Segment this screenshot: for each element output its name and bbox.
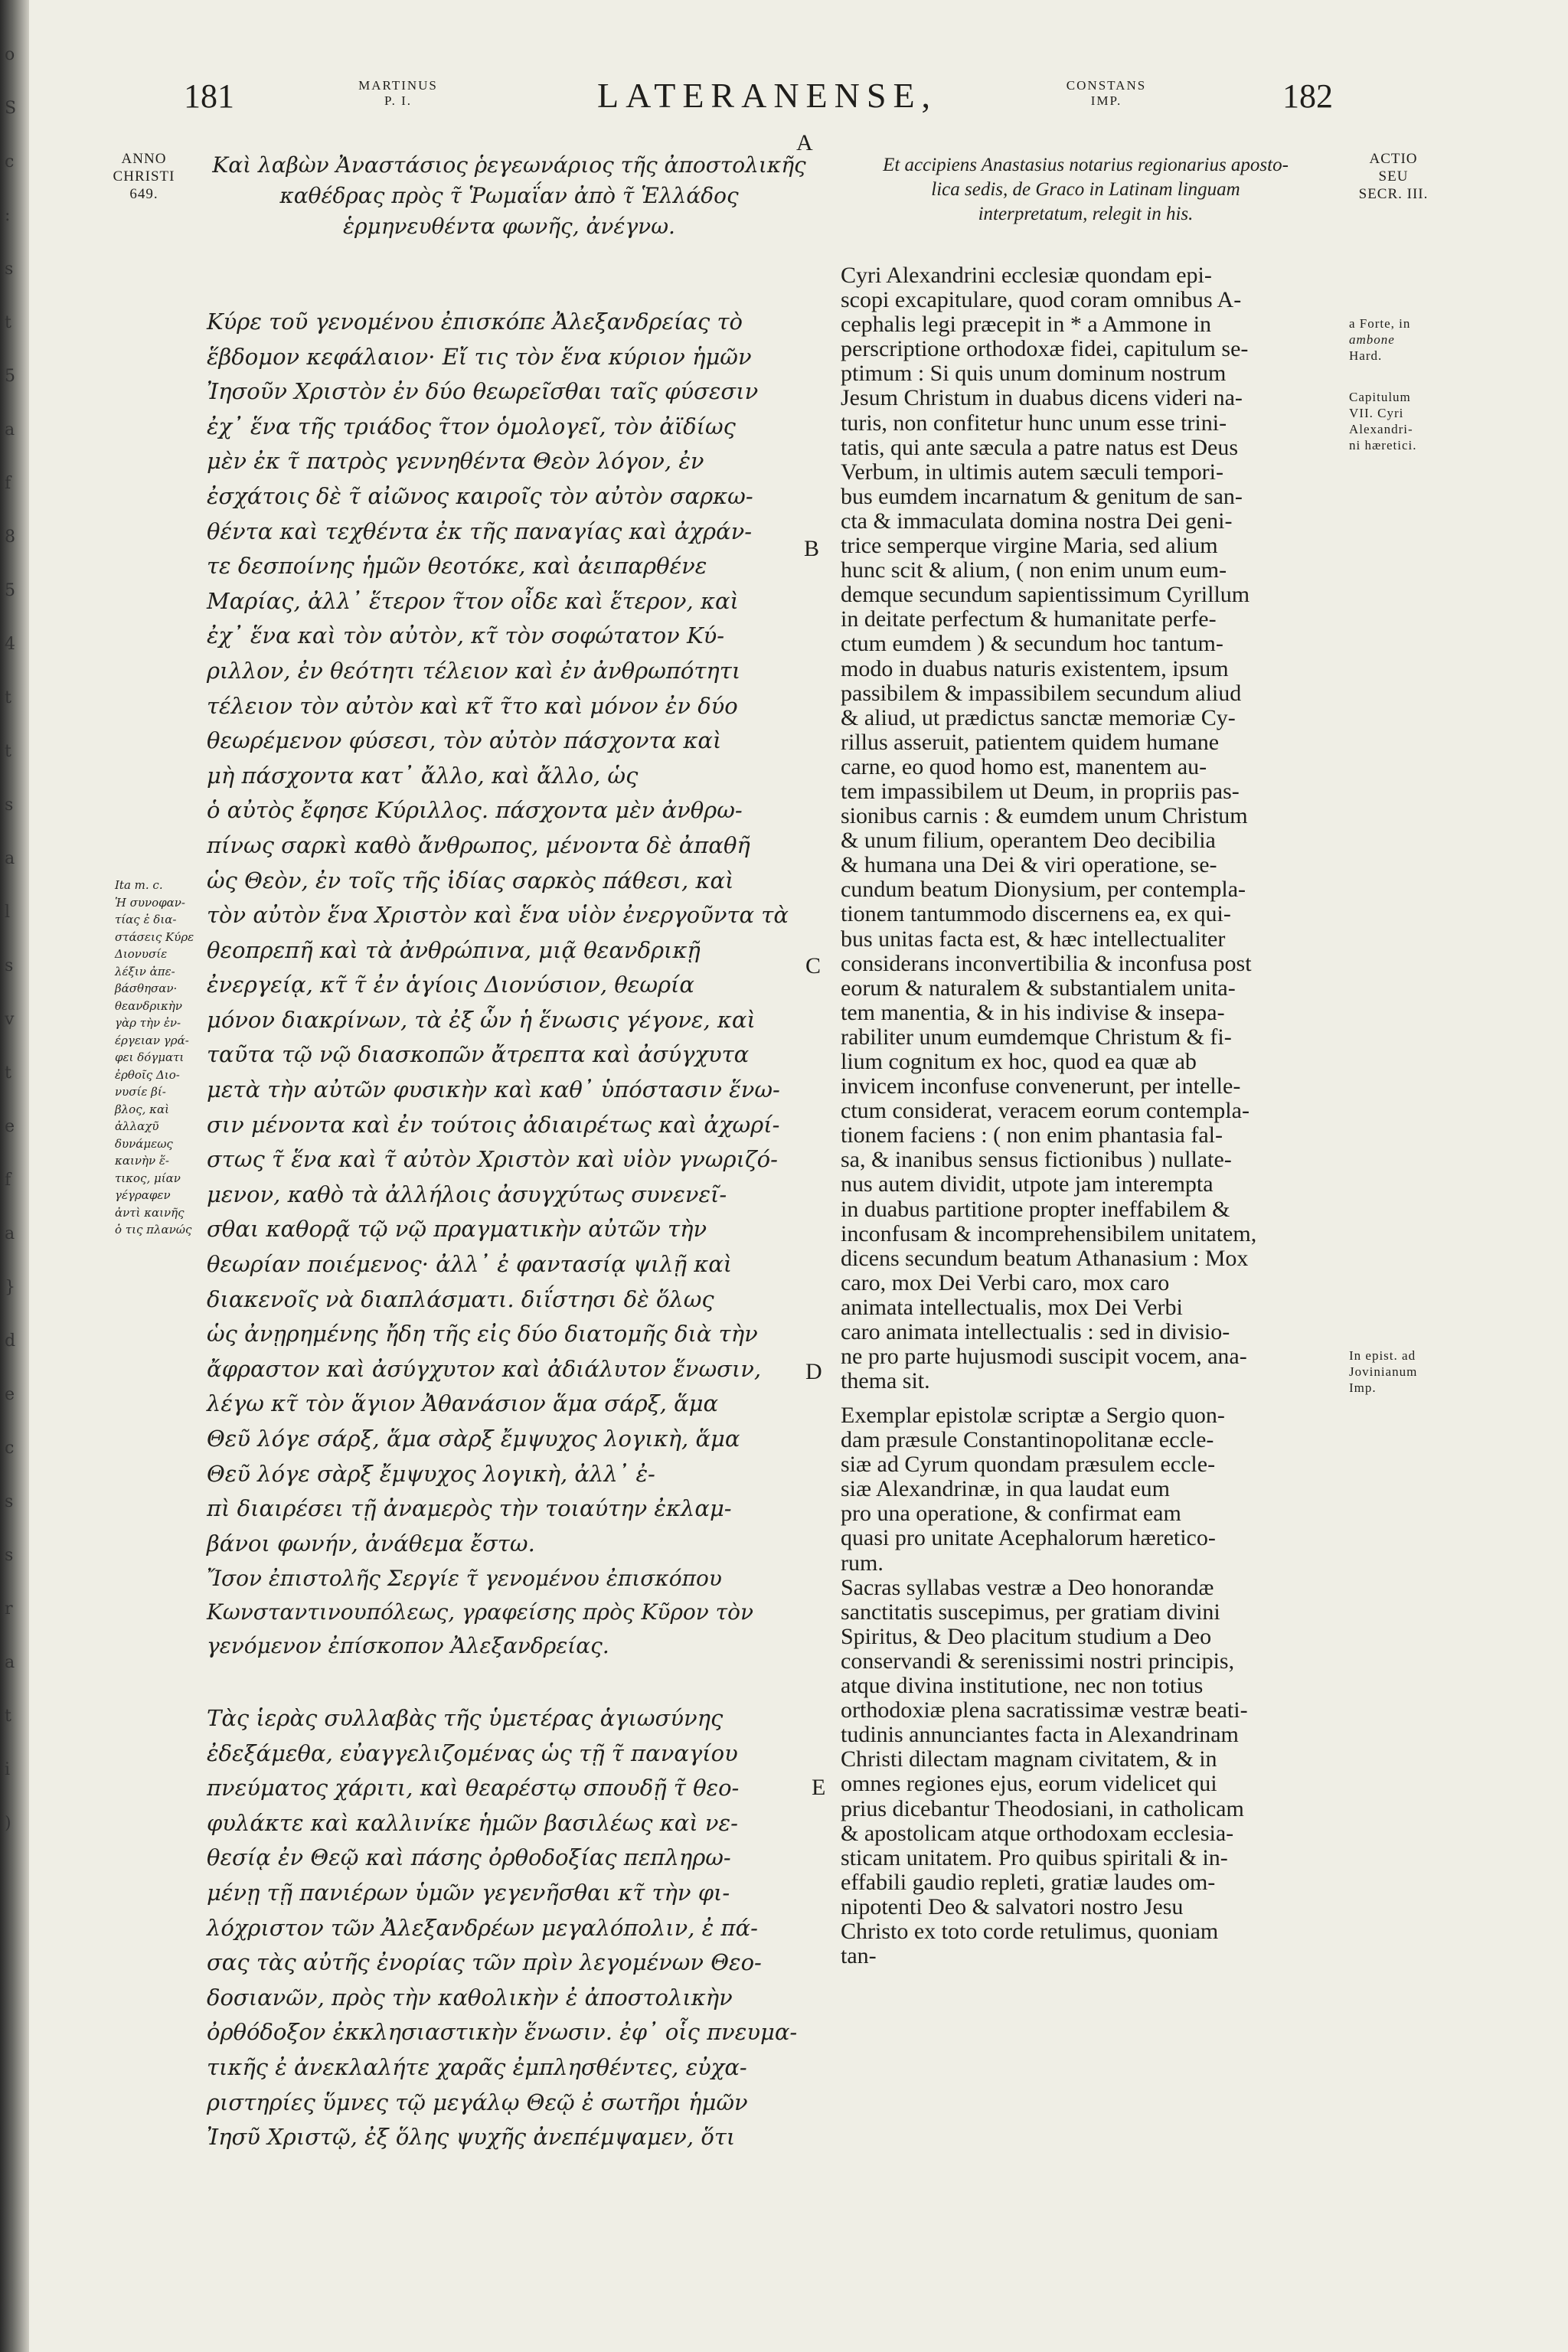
edge-mark: 5	[5, 581, 15, 600]
actio-note	[1344, 150, 1443, 203]
greek-text-line: φυλάκτε καὶ καλλινίκε ἡμῶν βασιλέως καὶ νε-	[207, 1809, 738, 1836]
latin-text-line: tionem faciens : ( non enim phantasia fal-	[841, 1122, 1223, 1148]
anno-line: CHRISTI	[113, 168, 175, 185]
greek-text-line: βάνοι φωνήν, ἀνάθεμα ἔστω.	[207, 1530, 535, 1557]
section-letter-c: C	[805, 953, 822, 978]
edge-mark: a	[5, 849, 15, 868]
latin-text-line: conservandi & serenissimi nostri principis,	[841, 1648, 1235, 1674]
latin-text-line: atque divina institutione, nec non totius	[841, 1673, 1204, 1699]
edge-mark: a	[5, 1653, 15, 1672]
edge-mark: t	[5, 1063, 11, 1083]
latin-text-line: sticam unitatem. Pro quibus spiritali & in-	[841, 1844, 1228, 1870]
latin-text-line: dicens secundum beatum Athanasium : Mox	[841, 1245, 1249, 1271]
latin-heading-line: interpretatum, relegit in his.	[978, 204, 1194, 224]
actio-line: SEU	[1378, 168, 1409, 185]
greek-heading-line: καθέδρας πρὸς τ̃ Ῥωμαΐαν ἀπὸ τ̃ Ἑλλάδος	[279, 183, 739, 208]
latin-text-line: sanctitatis suscepimus, per gratiam divini	[841, 1599, 1220, 1625]
greek-text-line: Μαρίας, ἀλλ᾽ ἕτερον τ̃τον οἶδε καὶ ἕτερον, καὶ	[207, 587, 739, 614]
latin-text-line: & apostolicam atque orthodoxam ecclesia-	[841, 1820, 1234, 1846]
greek-heading-line: γενόμενον ἐπίσκοπον Ἀλεξανδρείας.	[207, 1633, 609, 1658]
greek-heading	[207, 150, 812, 242]
latin-heading-line: Et accipiens Anastasius notarius regionarius aposto-	[883, 155, 1289, 175]
edge-mark: e	[5, 1385, 15, 1404]
actio-line: SECR. III.	[1358, 186, 1429, 202]
latin-text-line: effabili gaudio repleti, gratiæ laudes om-	[841, 1869, 1216, 1895]
greek-gloss-line: ὁ τις πλανώς	[115, 1223, 192, 1236]
greek-gloss-line: έργειαν γρά-	[115, 1033, 189, 1047]
greek-text-line: Θεῦ λόγε σάρξ, ἅμα σὰρξ ἔμψυχος λογικὴ, ἅμα	[207, 1426, 740, 1452]
greek-gloss-line: Ἡ συνοφαν-	[115, 895, 185, 910]
greek-text-line: λόχριστον τῶν Ἀλεξανδρέων μεγαλόπολιν, ἐ πά-	[207, 1914, 758, 1941]
greek-text-line: ριστηρίες ὕμνες τῷ μεγάλῳ Θεῷ ἐ σωτῆρι ἡμῶν	[207, 2089, 748, 2115]
edge-mark: t	[5, 742, 11, 761]
greek-gloss-line: τίας ἐ δια-	[115, 913, 177, 926]
latin-text-line: ctum considerat, veracem eorum contempla-	[841, 1098, 1250, 1124]
greek-text-line: ὡς Θεὸν, ἐν τοῖς τῆς ἰδίας σαρκὸς πάθεσι, καὶ	[207, 867, 734, 893]
latin-text-line: caro animata intellectualis : sed in divisio-	[841, 1319, 1230, 1345]
greek-gloss-line: στάσεις Κύρε	[115, 929, 194, 944]
latin-text-line: Exemplar epistolæ scriptæ a Sergio quon-	[841, 1403, 1225, 1428]
latin-text-line: & aliud, ut prædictus sanctæ memoriæ Cy-	[841, 704, 1236, 730]
edge-mark: d	[5, 1331, 16, 1351]
note-line: VII. Cyri	[1349, 406, 1404, 420]
latin-text-line: caro, mox Dei Verbi caro, mox caro	[841, 1269, 1170, 1295]
greek-heading-line: ἑρμηνευθέντα φωνῆς, ἀνέγνω.	[343, 214, 675, 239]
anno-line: 649.	[129, 186, 158, 202]
latin-text-line: pro una operatione, & confirmat eam	[841, 1501, 1181, 1527]
latin-text-line: inconfusam & incomprehensibilem unitatem,	[841, 1220, 1257, 1246]
latin-text-line: omnes regiones ejus, eorum videlicet qui	[841, 1771, 1217, 1797]
greek-gloss-line: Διονυσίε	[115, 947, 168, 961]
runner-left-line: P. I.	[384, 93, 412, 108]
section-letter-d: D	[805, 1359, 822, 1384]
latin-text-line: invicem inconfuse convenerunt, per intelle-	[841, 1073, 1241, 1099]
latin-text-line: in duabus partitione propter ineffabilem &	[841, 1196, 1230, 1222]
latin-text-line: rabiliter unum eumdemque Christum & fi-	[841, 1024, 1232, 1050]
latin-text-line: cephalis legi præcepit in * a Ammone in	[841, 312, 1212, 338]
edge-mark: 5	[5, 367, 15, 386]
greek-text-line: ἕβδομον κεφάλαιον· Εἴ τις τὸν ἕνα κύριον ἡμῶν	[207, 343, 752, 370]
greek-gloss-line: γέγραφεν	[115, 1188, 171, 1202]
latin-text-line: ne pro parte hujusmodi suscipit vocem, ana-	[841, 1344, 1247, 1370]
greek-text-line: Τὰς ἱερὰς συλλαβὰς τῆς ὑμετέρας ἁγιωσύνης	[207, 1705, 724, 1731]
actio-line: ACTIO	[1369, 151, 1418, 167]
latin-text-line: carne, eo quod homo est, manentem au-	[841, 753, 1207, 779]
edge-mark: a	[5, 420, 15, 439]
latin-text-line: tatis, qui ante sæcula a patre natus est Deus	[841, 434, 1239, 460]
latin-text-line: Christi dilectam magnam civitatem, & in	[841, 1746, 1217, 1772]
anno-line: ANNO	[121, 151, 167, 167]
greek-gloss-line: γὰρ τὴν ἐν-	[115, 1016, 181, 1030]
greek-text-line: Ἰησοῦν Χριστὸν ἐν δύο θεωρεῖσθαι ταῖς φύσεσιν	[207, 378, 759, 405]
edge-mark: t	[5, 1707, 11, 1726]
greek-text-line: μὴ πάσχοντα κατ᾽ ἄλλο, καὶ ἄλλο, ὡς	[207, 762, 639, 789]
latin-text-line: siæ ad Cyrum quondam præsulem eccle-	[841, 1452, 1216, 1478]
margin-note-forte	[1349, 315, 1449, 364]
greek-text-line: διακενοῖς νὰ διαπλάσματι. διΐστησι δὲ ὅλως	[207, 1285, 714, 1312]
edge-mark: e	[5, 1117, 15, 1136]
margin-note-capitulum	[1349, 389, 1449, 453]
latin-text-line: scopi excapitulare, quod coram omnibus A-	[841, 287, 1242, 313]
edge-mark: t	[5, 313, 11, 332]
greek-text-line: ἄφραστον καὶ ἀσύγχυτον καὶ ἀδιάλυτον ἕνωσιν,	[207, 1355, 762, 1382]
latin-text-line: turis, non confitetur hunc unum esse trini-	[841, 410, 1227, 436]
edge-mark: l	[5, 903, 11, 922]
latin-text-line: bus eumdem incarnatum & genitum de san-	[841, 483, 1243, 509]
greek-text-line: ταῦτα τῷ νῷ διασκοπῶν ἄτρεπτα καὶ ἀσύγχυτα	[207, 1041, 750, 1068]
greek-gloss-line: βλος, καὶ	[115, 1102, 169, 1116]
latin-text-line: bus unitas facta est, & hæc intellectualiter	[841, 926, 1226, 952]
edge-mark: :	[5, 206, 11, 225]
note-line: Alexandri-	[1349, 422, 1413, 436]
greek-text-line: ὁ αὐτὸς ἔφησε Κύριλλος. πάσχοντα μὲν ἀνθρω-	[207, 797, 743, 824]
greek-gloss-line: λέξιν ἀπε-	[115, 964, 175, 978]
greek-gloss-line: δυνάμεως	[115, 1136, 173, 1151]
greek-text-line: μὲν ἐκ τ̃ πατρὸς γεννηθέντα Θεὸν λόγον, ἐν	[207, 448, 704, 475]
latin-text-line: Sacras syllabas vestræ a Deo honorandæ	[841, 1574, 1214, 1600]
latin-text-line: Jesum Christum in duabus dicens videri na-	[841, 385, 1243, 411]
greek-text-line: σιν μένοντα καὶ ἐν τούτοις ἀδιαιρέτως καὶ ἀχωρί-	[207, 1111, 780, 1138]
latin-text-line: orthodoxiæ plena sacratissimæ vestræ beati-	[841, 1697, 1248, 1723]
greek-heading-sergius	[207, 1562, 812, 1663]
greek-text-line: ἐνεργείᾳ, κτ̃ τ̃ ἐν ἁγίοις Διονύσιον, θεωρία	[207, 972, 695, 998]
latin-text-line: in deitate perfectum & humanitate perfe-	[841, 606, 1217, 632]
latin-text-line: tionem tantummodo discernens ea, ex qui-	[841, 901, 1231, 927]
note-line: Imp.	[1349, 1380, 1377, 1395]
page-number-right: 182	[1282, 77, 1333, 115]
greek-text-line: πνεύματος χάριτι, καὶ θεαρέστῳ σπουδῇ τ̃ θεο-	[207, 1775, 740, 1802]
greek-gloss-line: τικος, μίαν	[115, 1171, 181, 1185]
latin-text-line: prius dicebantur Theodosiani, in catholicam	[841, 1795, 1244, 1821]
edge-mark: c	[5, 152, 15, 172]
greek-gloss-line: θεανδρικὴν	[115, 998, 183, 1013]
note-line: Jovinianum	[1349, 1364, 1418, 1379]
latin-heading-line: lica sedis, de Graco in Latinam linguam	[931, 179, 1240, 200]
greek-text-line: ἐσχάτοις δὲ τ̃ αἰῶνος καιροῖς τὸν αὐτὸν σαρκω-	[207, 482, 753, 509]
latin-text-line: modo in duabus naturis existentem, ipsum	[841, 655, 1229, 681]
edge-mark: v	[5, 1010, 15, 1029]
greek-text-line: μετὰ τὴν αὐτῶν φυσικὴν καὶ καθ᾽ ὑπόστασιν ἕνω-	[207, 1076, 780, 1103]
latin-text-line: Cyri Alexandrini ecclesiæ quondam epi-	[841, 263, 1212, 288]
runner-right-line: CONSTANS	[1066, 78, 1147, 93]
runner-right-line: IMP.	[1090, 93, 1122, 108]
latin-text-line: lium cognitum ex hoc, quod ea quæ ab	[841, 1049, 1197, 1074]
latin-text-line: passibilem & impassibilem secundum aliud	[841, 680, 1242, 706]
running-title: LATERANENSE,	[597, 76, 938, 115]
note-line: In epist. ad	[1349, 1348, 1416, 1363]
edge-mark: o	[5, 45, 15, 64]
greek-text-line: ὡς ἀνῃρημένης ἤδη τῆς εἰς δύο διατομῆς διὰ τὴν	[207, 1321, 758, 1348]
latin-text-line: nipotenti Deo & salvatori nostro Jesu	[841, 1893, 1184, 1919]
latin-text-line: & unum filium, operantem Deo decibilia	[841, 828, 1216, 854]
greek-heading-line: Κωνσταντινουπόλεως, γραφείσης πρὸς Κῦρον τὸν	[207, 1599, 754, 1625]
greek-text-line: πίνως σαρκὶ καθὸ ἄνθρωπος, μένοντα δὲ ἀπαθῆ	[207, 831, 750, 858]
runner-left-line: MARTINUS	[358, 78, 438, 93]
edge-mark: }	[5, 1278, 15, 1297]
greek-body-sergius	[207, 1701, 812, 2155]
greek-gloss-line: ἀντὶ καινῆς	[115, 1205, 185, 1220]
latin-text-line: Christo ex toto corde retulimus, quoniam	[841, 1918, 1219, 1944]
latin-body-sergius	[841, 1403, 1331, 1968]
greek-margin-gloss	[115, 877, 207, 1239]
latin-text-line: eorum & naturalem & substantialem unita-	[841, 975, 1236, 1001]
greek-gloss-line: φει δόγματι	[115, 1050, 185, 1064]
section-letter-e: E	[812, 1775, 826, 1800]
page-number-left: 181	[184, 77, 234, 115]
edge-mark: s	[5, 1492, 14, 1511]
greek-text-line: δοσιανῶν, πρὸς τὴν καθολικὴν ἐ ἀποστολικὴν	[207, 1984, 733, 2011]
latin-text-line: tan-	[841, 1943, 877, 1969]
greek-text-line: θεσίᾳ ἐν Θεῷ καὶ πάσης ὀρθοδοξίας πεπληρω-	[207, 1844, 731, 1871]
running-head-left	[352, 78, 444, 109]
latin-body-cyrus	[841, 263, 1331, 1393]
edge-mark: )	[5, 1814, 11, 1833]
latin-text-line: animata intellectualis, mox Dei Verbi	[841, 1294, 1183, 1320]
edge-mark: s	[5, 1546, 14, 1565]
greek-text-line: θεωρίαν ποιέμενος· ἀλλ᾽ ἐ φαντασίᾳ ψιλῇ καὶ	[207, 1251, 733, 1278]
anno-christi-note	[98, 150, 190, 203]
greek-text-line: ἐχ᾽ ἕνα τῆς τριάδος τ̃τον ὁμολογεῖ, τὸν ἀϊδίως	[207, 413, 736, 439]
note-line: Hard.	[1349, 348, 1383, 363]
greek-text-line: ὀρθόδοξον ἐκκλησιαστικὴν ἕνωσιν. ἐφ᾽ οἷς πνευμα-	[207, 2019, 798, 2046]
edge-mark: 4	[5, 635, 15, 654]
running-head-right	[1045, 78, 1168, 109]
greek-text-line: θέντα καὶ τεχθέντα ἐκ τῆς παναγίας καὶ ἀχράν-	[207, 518, 753, 544]
greek-heading-line: Καὶ λαβὼν Ἀναστάσιος ῥεγεωνάριος τῆς ἀποστολικῆς	[212, 152, 806, 178]
edge-mark: i	[5, 1760, 11, 1779]
latin-text-line: Spiritus, & Deo placitum studium a Deo	[841, 1623, 1212, 1649]
greek-text-line: τέλειον τὸν αὐτὸν καὶ κτ̃ τ̃το καὶ μόνον ἐν δύο	[207, 692, 738, 719]
latin-text-line: rillus asseruit, patientem quidem humane	[841, 729, 1220, 755]
latin-text-line: cta & immaculata domina nostra Dei geni-	[841, 508, 1233, 534]
latin-text-line: hunc scit & alium, ( non enim unum eum-	[841, 557, 1227, 583]
latin-text-line: tem impassibilem ut Deum, in propriis pas-	[841, 778, 1240, 804]
greek-gloss-line: βάσθησαν·	[115, 982, 178, 995]
greek-text-line: Κύρε τοῦ γενομένου ἐπισκόπε Ἀλεξανδρείας τὸ	[207, 309, 743, 335]
latin-heading	[841, 153, 1331, 227]
greek-heading-line: Ἴσον ἐπιστολῆς Σεργίε τ̃ γενομένου ἐπισκόπου	[207, 1566, 722, 1591]
greek-gloss-line: καινὴν ἕ-	[115, 1154, 169, 1168]
greek-text-line: πὶ διαιρέσει τῇ ἀναμερὸς τὴν τοιαύτην ἐκλαμ-	[207, 1495, 732, 1522]
latin-text-line: Verbum, in ultimis autem sæculi tempori-	[841, 459, 1223, 485]
edge-mark: c	[5, 1439, 15, 1458]
greek-text-line: μενον, καθὸ τὰ ἀλλήλοις ἀσυγχύτως συνενεῖ-	[207, 1181, 727, 1207]
edge-mark: r	[5, 1599, 13, 1619]
margin-note-epistola	[1349, 1348, 1449, 1396]
greek-text-line: μόνον διακρίνων, τὰ ἐξ ὧν ἡ ἕνωσις γέγονε, καὶ	[207, 1006, 756, 1033]
latin-text-line: quasi pro unitate Acephalorum hæretico-	[841, 1525, 1216, 1551]
edge-mark: s	[5, 260, 14, 279]
greek-text-line: ἐχ᾽ ἕνα καὶ τὸν αὐτὸν, κτ̃ τὸν σοφώτατον Κύ-	[207, 622, 725, 649]
latin-text-line: nus autem dividit, utpote jam interempta	[841, 1171, 1214, 1197]
greek-gloss-line: νυσίε βί-	[115, 1085, 166, 1099]
latin-text-line: sa, & inanibus sensus fictionibus ) nullate-	[841, 1147, 1232, 1173]
latin-text-line: & humana una Dei & viri operatione, se-	[841, 852, 1217, 878]
greek-text-line: θεωρέμενον φύσεσι, τὸν αὐτὸν πάσχοντα καὶ	[207, 727, 722, 754]
edge-mark: t	[5, 688, 11, 707]
greek-gloss-line: ἐρθοῖς Διο-	[115, 1067, 180, 1082]
latin-text-line: trice semperque virgine Maria, sed alium	[841, 533, 1218, 559]
greek-text-line: λέγω κτ̃ τὸν ἅγιον Ἀθανάσιον ἅμα σάρξ, ἅμα	[207, 1390, 719, 1417]
greek-body-cyrus	[207, 305, 812, 1561]
edge-mark: S	[5, 99, 17, 118]
greek-text-line: τε δεσποίνης ἡμῶν θεοτόκε, καὶ ἀειπαρθένε	[207, 553, 707, 580]
greek-text-line: τικῆς ἐ ἀνεκλαλήτε χαρᾶς ἐμπλησθέντες, εὐχα-	[207, 2053, 747, 2080]
note-line: ni hæretici.	[1349, 438, 1417, 452]
greek-text-line: σθαι καθορᾷ τῷ νῷ πραγματικὴν αὐτῶν τὴν	[207, 1216, 707, 1243]
latin-text-line: rum.	[841, 1550, 884, 1576]
edge-mark: s	[5, 956, 14, 975]
greek-text-line: θεοπρεπῆ καὶ τὰ ἀνθρώπινα, μιᾷ θεανδρικῇ	[207, 936, 701, 963]
section-letter-a: A	[796, 130, 813, 155]
note-line: ambone	[1349, 332, 1395, 347]
greek-text-line: μένῃ τῇ πανιέρων ὑμῶν γεγενῆσθαι κτ̃ τὴν φι-	[207, 1879, 730, 1906]
greek-text-line: σας τὰς αὐτῆς ἐνορίας τῶν πρὶν λεγομένων Θεο-	[207, 1949, 762, 1976]
note-line: a Forte, in	[1349, 316, 1411, 331]
greek-text-line: ἐδεξάμεθα, εὐαγγελιζομένας ὡς τῇ τ̃ παναγίου	[207, 1740, 738, 1766]
latin-text-line: ctum eumdem ) & secundum hoc tantum-	[841, 631, 1223, 657]
latin-text-line: ptimum : Si quis unum dominum nostrum	[841, 361, 1227, 387]
greek-text-line: τὸν αὐτὸν ἕνα Χριστὸν καὶ ἕνα υἱὸν ἐνεργοῦντα τὰ	[207, 902, 789, 929]
latin-text-line: tudinis annunciantes facta in Alexandrinam	[841, 1722, 1239, 1748]
edge-mark: f	[5, 1171, 11, 1190]
latin-text-line: tem manentia, & in his indivise & insepa-	[841, 999, 1225, 1025]
edge-mark: 8	[5, 528, 15, 547]
latin-text-line: siæ Alexandrinæ, in qua laudat eum	[841, 1476, 1170, 1502]
greek-gloss-line: ἀλλαχῦ	[115, 1119, 159, 1133]
section-letter-b: B	[804, 536, 820, 561]
edge-mark: s	[5, 795, 14, 815]
edge-mark: f	[5, 474, 11, 493]
greek-text-line: Ἰησῦ Χριστῷ, ἐξ ὅλης ψυχῆς ἀνεπέμψαμεν, ὅτι	[207, 2124, 736, 2151]
latin-text-line: considerans inconvertibilia & inconfusa post	[841, 950, 1252, 976]
edge-mark: a	[5, 1224, 15, 1243]
latin-text-line: sionibus carnis : & eumdem unum Christum	[841, 803, 1248, 829]
greek-text-line: ριλλον, ἐν θεότητι τέλειον καὶ ἐν ἀνθρωπότητι	[207, 657, 741, 684]
latin-text-line: demque secundum sapientissimum Cyrillum	[841, 582, 1250, 608]
facing-page-edge-marks	[5, 46, 23, 1868]
latin-text-line: perscriptione orthodoxæ fidei, capitulum se-	[841, 336, 1249, 362]
note-line: Capitulum	[1349, 390, 1411, 404]
latin-text-line: dam præsule Constantinopolitanæ eccle-	[841, 1427, 1214, 1453]
greek-text-line: στως τ̃ ἕνα καὶ τ̃ αὐτὸν Χριστὸν καὶ υἱὸν γνωριζό-	[207, 1146, 778, 1173]
latin-text-line: thema sit.	[841, 1368, 930, 1394]
latin-text-line: cundum beatum Dionysium, per contempla-	[841, 877, 1246, 903]
greek-gloss-line: Ita m. c.	[115, 878, 163, 892]
greek-text-line: Θεῦ λόγε σὰρξ ἔμψυχος λογικὴ, ἀλλ᾽ ἐ-	[207, 1460, 655, 1487]
